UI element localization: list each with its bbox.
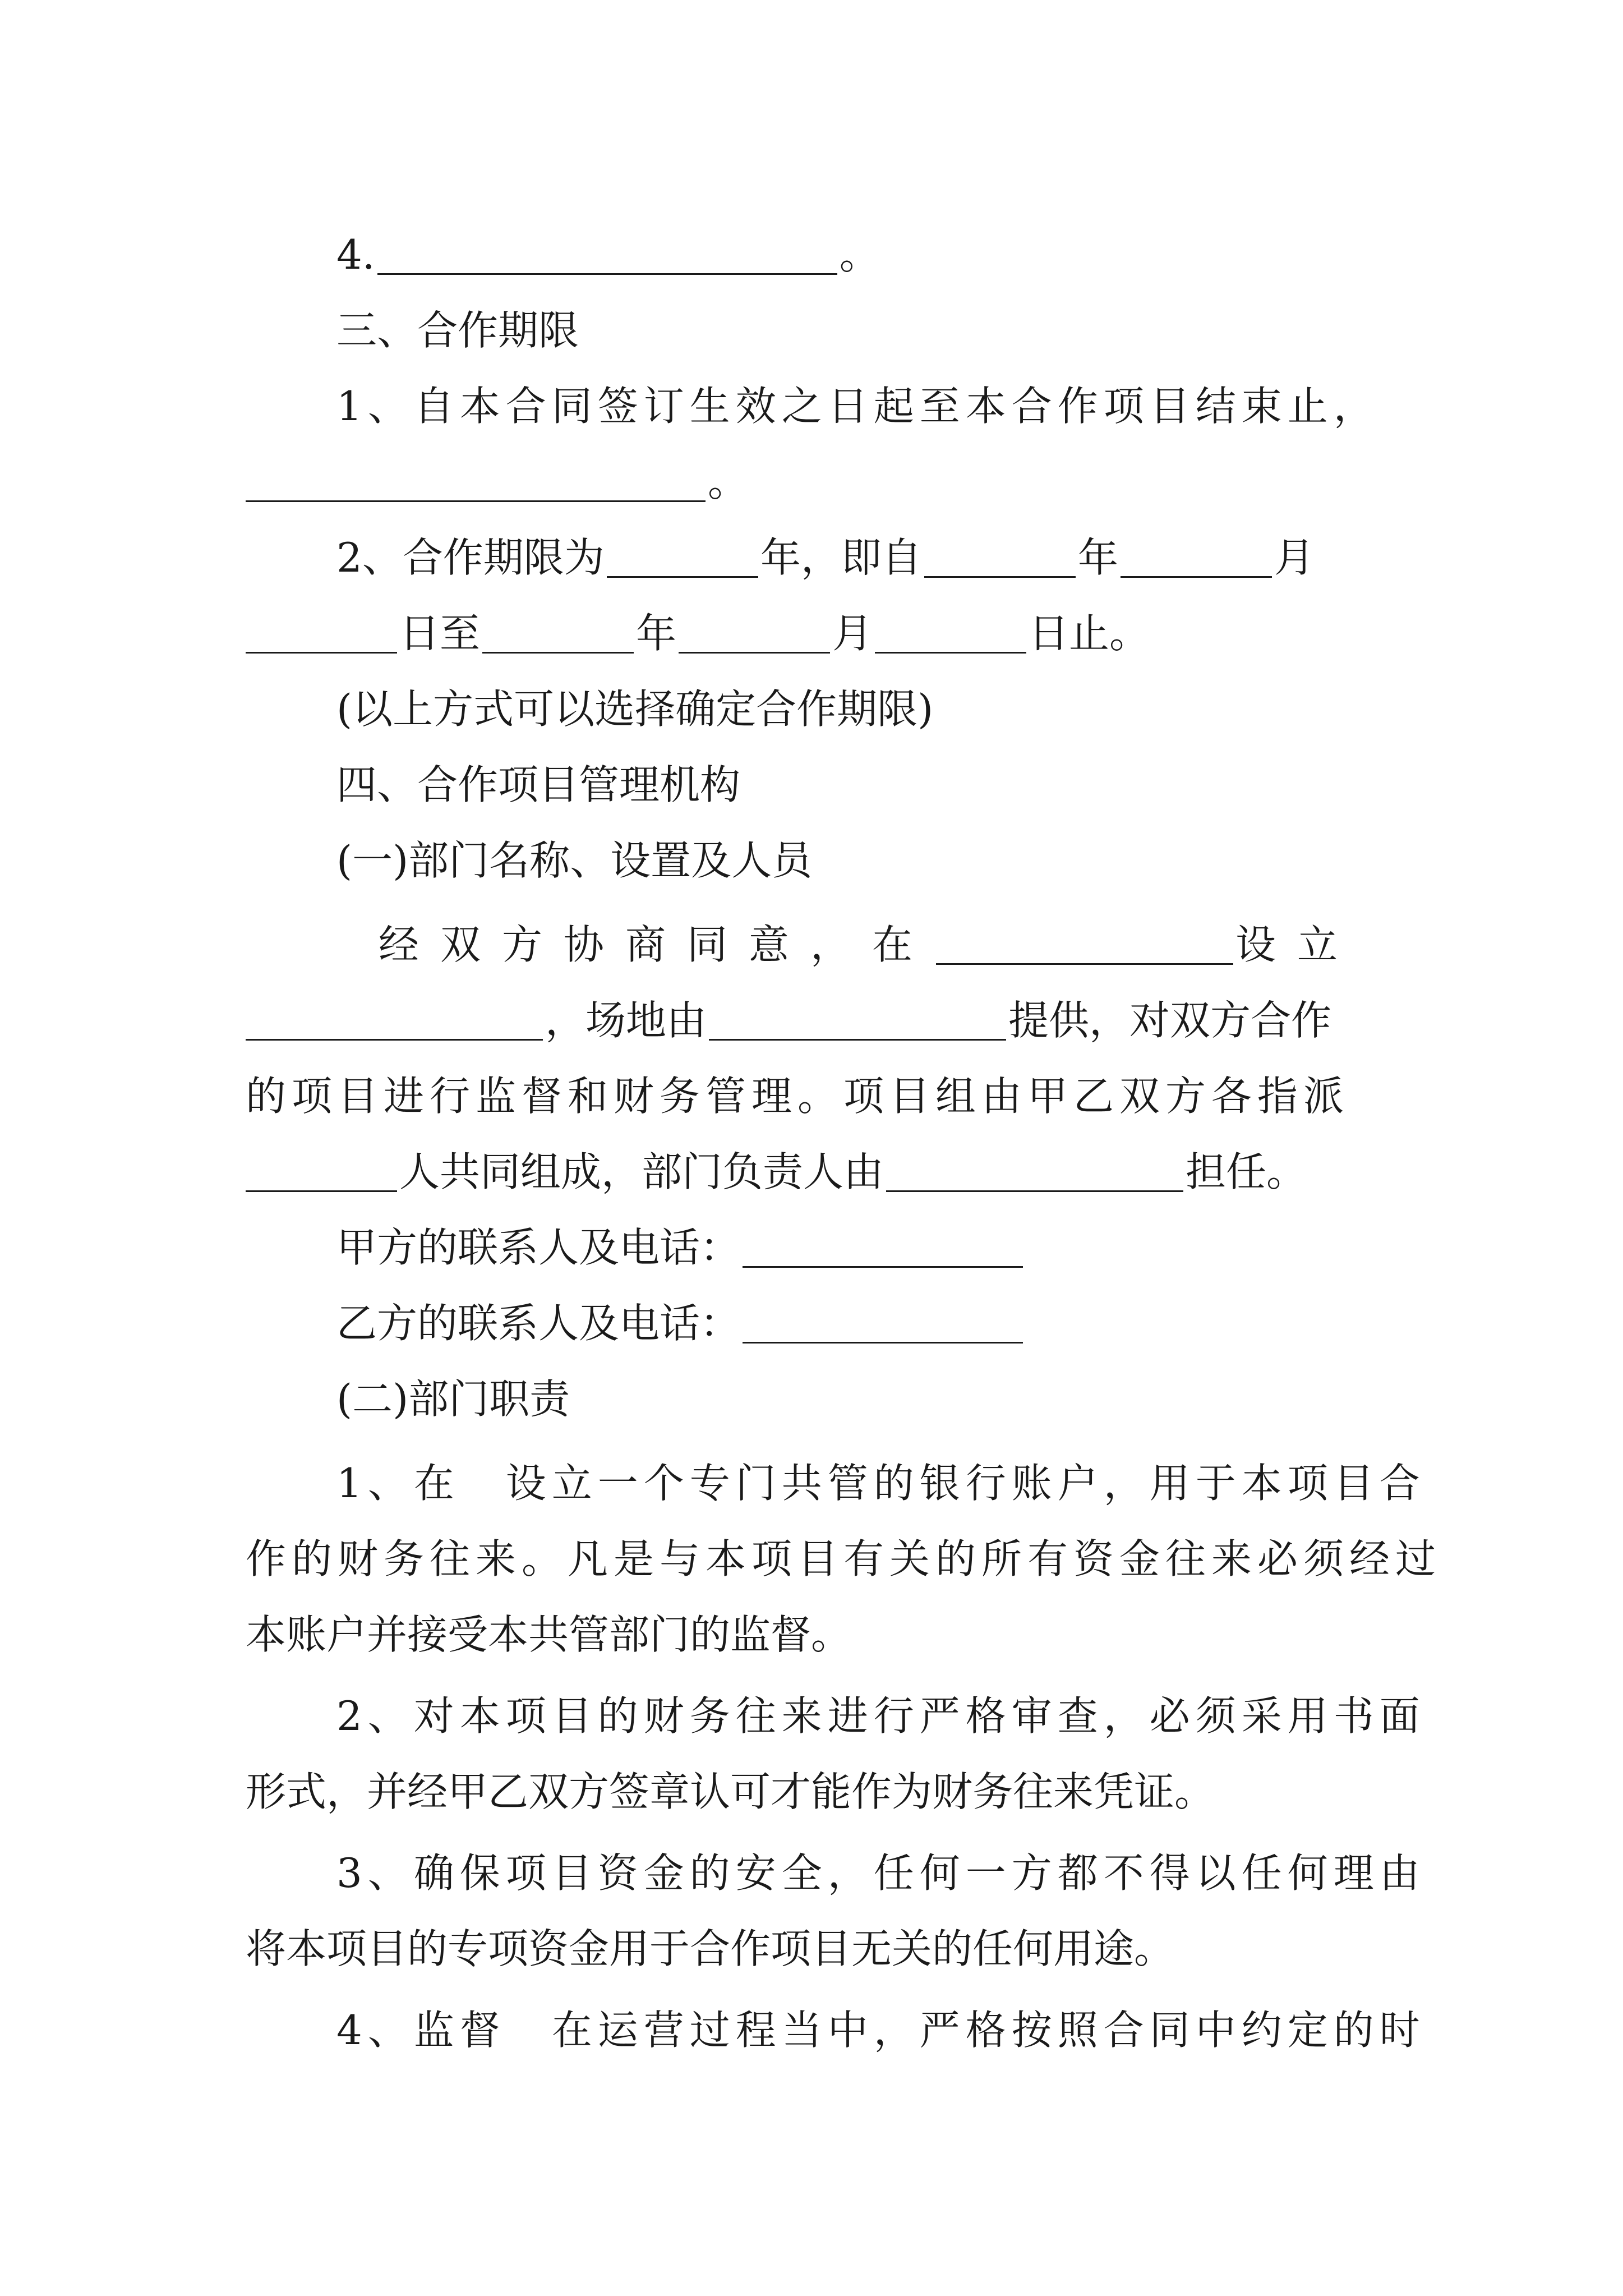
paragraph-text: ，场地由 — [545, 997, 707, 1044]
blank-field[interactable] — [246, 1156, 397, 1192]
paragraph-text: 人共同组成，部门负责人由 — [399, 1148, 884, 1195]
paragraph-text: 日止。 — [1029, 610, 1150, 657]
paragraph-text: 作的财务往来。凡是与本项目有关的所有资金往来必须经过 — [246, 1535, 1442, 1582]
paragraph-text: 的项目进行监督和财务管理。项目组由甲乙双方各指派 — [246, 1073, 1350, 1120]
paragraph-text: 月 — [832, 610, 873, 657]
duty-item-2-cont — [246, 1745, 1215, 1815]
paragraph-text: 年 — [636, 610, 677, 657]
management-paragraph-1 — [379, 898, 1359, 968]
paragraph-text: 经双方协商同意，在 — [379, 921, 934, 968]
duty-item-1-cont — [246, 1512, 1442, 1582]
blank-field[interactable] — [936, 928, 1233, 965]
term-item-2 — [336, 510, 1315, 581]
heading-text: 三、合作期限 — [336, 307, 579, 354]
paragraph-text: 形式，并经甲乙双方签章认可才能作为财务往来凭证。 — [246, 1768, 1215, 1815]
paragraph-text: 2、合作期限为 — [336, 534, 605, 581]
paragraph-text: 4、监督 在运营过程当中，严格按照合同中约定的时 — [336, 2007, 1426, 2054]
paragraph-text: 提供，对双方合作 — [1008, 997, 1332, 1044]
subsection-heading-2 — [336, 1352, 570, 1423]
duty-item-1-cont2 — [246, 1588, 852, 1658]
term-item-2-cont — [246, 586, 1150, 657]
blank-field[interactable] — [679, 617, 830, 654]
paragraph-text: 将本项目的专项资金用于合作项目无关的任何用途。 — [246, 1925, 1175, 1972]
duty-item-3 — [336, 1826, 1426, 1897]
paragraph-text: (以上方式可以选择确定合作期限) — [336, 685, 934, 733]
paragraph-text: 年，即自 — [760, 534, 922, 581]
paragraph-text: 2、对本项目的财务往来进行严格审查，必须采用书面 — [336, 1692, 1426, 1740]
party-b-contact — [336, 1276, 1025, 1347]
field-label: 乙方的联系人及电话： — [336, 1300, 741, 1347]
subsection-heading-1 — [336, 813, 813, 884]
party-a-contact-field[interactable] — [743, 1231, 1023, 1268]
paragraph-text: 担任。 — [1186, 1148, 1307, 1195]
term-item-1 — [336, 359, 1380, 430]
duty-item-2 — [336, 1669, 1426, 1740]
blank-field[interactable] — [875, 617, 1026, 654]
section-heading-term — [336, 283, 579, 354]
clause-number: 4. — [336, 231, 375, 278]
management-paragraph-1-cont2 — [246, 1049, 1350, 1120]
paragraph-text: 1、自本合同签订生效之日起至本合作项目结束止， — [336, 383, 1380, 430]
management-paragraph-1-cont — [246, 973, 1332, 1044]
blank-field[interactable] — [607, 541, 758, 578]
party-a-contact — [336, 1200, 1025, 1271]
management-paragraph-1-cont3 — [246, 1125, 1307, 1195]
heading-text: 四、合作项目管理机构 — [336, 761, 741, 808]
term-note — [336, 662, 934, 733]
blank-field[interactable] — [1121, 541, 1272, 578]
paragraph-text: 年 — [1077, 534, 1118, 581]
paragraph-text: 1、在 设立一个专门共管的银行账户，用于本项目合 — [336, 1460, 1426, 1507]
paragraph-text: 本账户并接受本共管部门的监督。 — [246, 1611, 852, 1658]
blank-field[interactable] — [246, 617, 397, 654]
heading-text: (二)部门职责 — [336, 1375, 570, 1423]
party-b-contact-field[interactable] — [743, 1307, 1023, 1343]
term-item-1-cont — [246, 435, 749, 505]
blank-field[interactable] — [246, 466, 706, 502]
duty-item-3-cont — [246, 1902, 1175, 1972]
blank-field[interactable] — [482, 617, 634, 654]
duty-item-1 — [336, 1436, 1426, 1507]
duty-item-4 — [336, 1983, 1426, 2054]
paragraph-text: 月 — [1274, 534, 1315, 581]
section-heading-management — [336, 738, 741, 808]
blank-field[interactable] — [924, 541, 1076, 578]
blank-field[interactable] — [246, 1004, 543, 1041]
paragraph-text: 。 — [708, 458, 749, 505]
clause-4-line — [336, 208, 880, 278]
clause-end: 。 — [839, 231, 880, 278]
field-label: 甲方的联系人及电话： — [336, 1224, 741, 1271]
paragraph-text: 3、确保项目资金的安全，任何一方都不得以任何理由 — [336, 1849, 1426, 1897]
blank-field[interactable] — [886, 1156, 1183, 1192]
blank-field[interactable] — [709, 1004, 1006, 1041]
blank-field[interactable] — [377, 238, 837, 275]
paragraph-text: 日至 — [399, 610, 481, 657]
heading-text: (一)部门名称、设置及人员 — [336, 837, 813, 884]
paragraph-text: 设立 — [1235, 921, 1359, 968]
